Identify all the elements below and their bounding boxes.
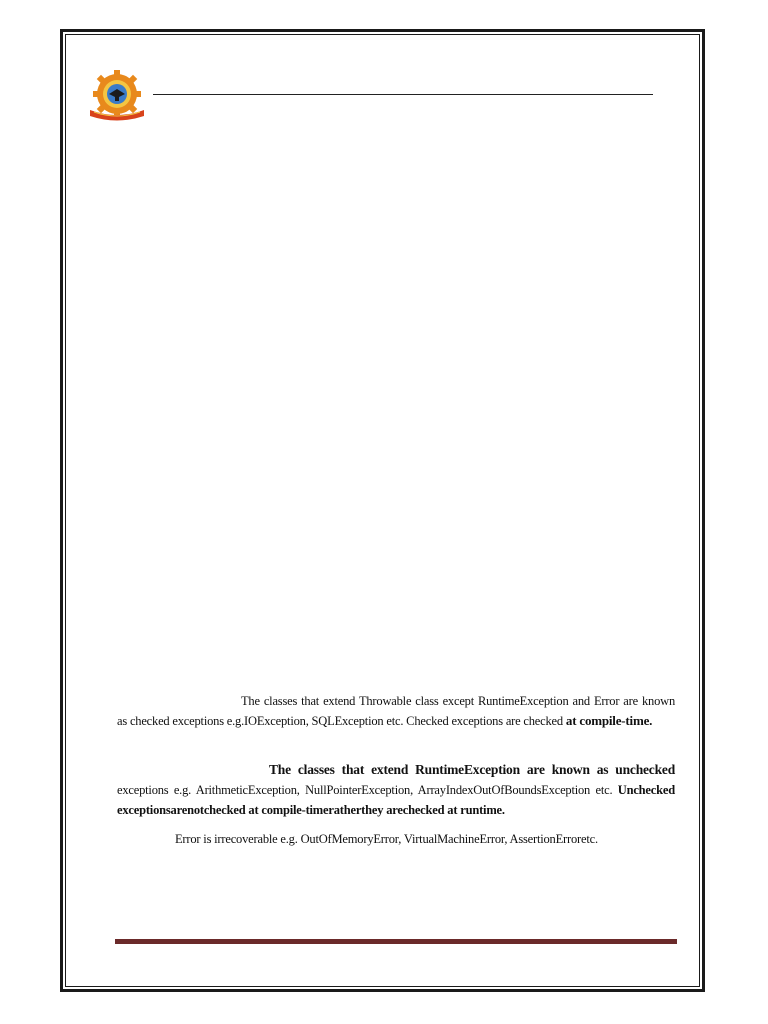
para1-text: The classes that extend Throwable class except RuntimeException and Error are known as checked exceptions e.g.IOException, SQLException etc. Checked exceptions are checked — [117, 694, 675, 728]
para2-lead: The classes that extend RuntimeException are known as unchecked — [269, 762, 675, 777]
college-emblem-icon — [86, 70, 148, 122]
para2-tail: Unchecked exceptionsarenotchecked at compile-timeratherthey arechecked at runtime. — [117, 783, 675, 817]
paragraph-unchecked-exceptions — [117, 760, 675, 820]
para3-text: Error is irrecoverable e.g. OutOfMemoryError, VirtualMachineError, AssertionErroretc. — [175, 832, 598, 846]
para1-tail: at compile-time. — [565, 713, 653, 728]
paragraph-checked-exceptions — [117, 691, 675, 731]
header-rule — [153, 94, 653, 95]
footer-rule — [115, 939, 677, 944]
para2-text: exceptions e.g. ArithmeticException, NullPointerException, ArrayIndexOutOfBoundsException etc. — [117, 783, 613, 797]
paragraph-error — [117, 829, 675, 849]
